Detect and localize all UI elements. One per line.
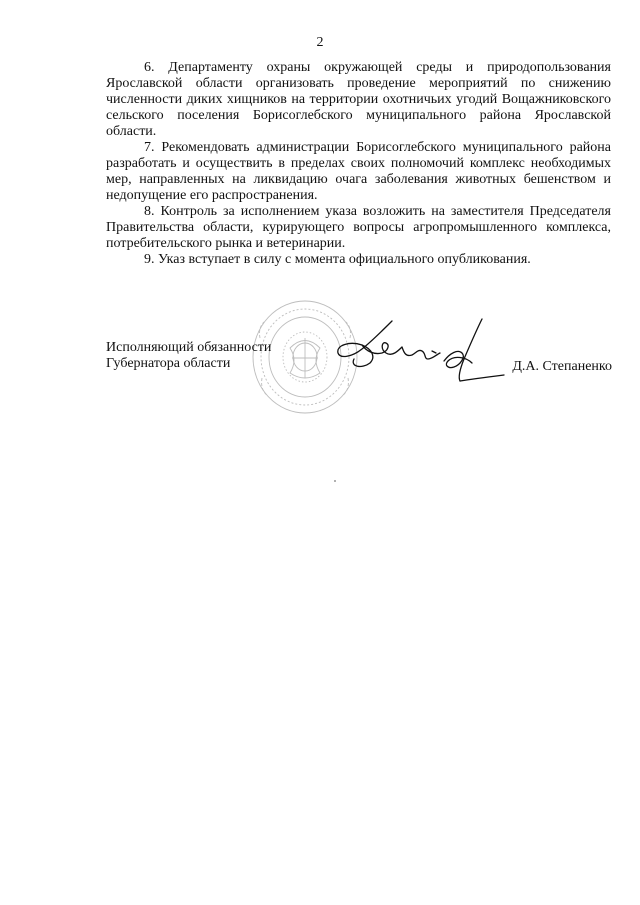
signatory-role [106,340,271,372]
paragraph-9: 9. Указ вступает в силу с момента официального опубликования. [144,252,531,267]
paragraph-6: 6. Департаменту охраны окружающей среды и природопользования Ярославской области организовать проведение мероприятий по снижению численности диких хищников на территории охотничьих угодий Вощажниковского сельского поселения Борисоглебского муниципального района Ярославской области. [106,60,611,139]
handwritten-signature-icon [332,315,512,390]
stray-dot [334,480,336,482]
page-number: 2 [316,35,324,50]
paragraph-7: 7. Рекомендовать администрации Борисоглебского муниципального района разработать и осуществить в пределах своих полномочий комплекс необходимых мер, направленных на ликвидацию очага заболевания животных бешенством и недопущение его распространения. [106,140,611,203]
signatory-role-line1: Исполняющий обязанности [106,340,272,355]
signatory-role-line2: Губернатора области [106,356,231,371]
document-body [106,60,611,268]
signatory-name: Д.А. Степаненко [512,359,612,374]
paragraph-8: 8. Контроль за исполнением указа возложить на заместителя Председателя Правительства области, курирующего вопросы агропромышленного комплекса, потребительского рынка и ветеринарии. [106,204,611,251]
